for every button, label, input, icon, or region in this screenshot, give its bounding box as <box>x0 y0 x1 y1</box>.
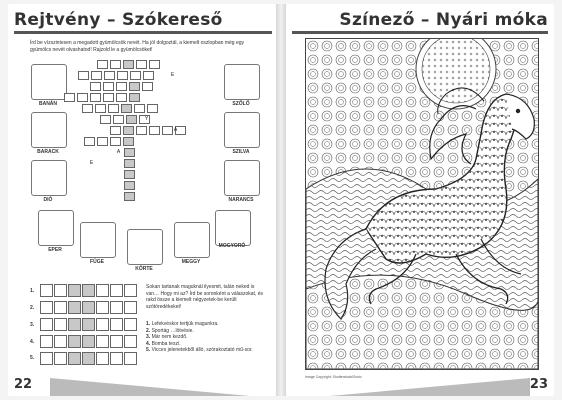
answer-cell[interactable] <box>110 301 123 314</box>
clue-item: 5. Vicces jelenetekből álló, szórakoztató mű-sor. <box>146 347 253 353</box>
row-number: 4. <box>30 339 35 345</box>
drawing-box-narancs[interactable] <box>224 160 260 196</box>
crossword-cell[interactable] <box>126 115 137 124</box>
crossword-cell[interactable] <box>91 71 102 80</box>
hint-letter: Y <box>144 116 149 122</box>
left-title-rule <box>14 31 272 34</box>
drawing-box-banan[interactable] <box>31 64 67 100</box>
crossword-cell[interactable] <box>82 104 93 113</box>
drawing-box-mogyoro[interactable] <box>215 210 251 246</box>
hint-letter: E <box>89 160 94 166</box>
answer-cell[interactable] <box>54 335 67 348</box>
crossword-cell[interactable] <box>97 137 108 146</box>
puzzle-instructions: Írd be vízszintesen a megadott gyümölcsök nevét. Ha jól dolgoztál, a kiemelt oszlopban még egy gyümölcs nevét olvashatod! Rajzold le a gyümölcsöket! <box>30 40 245 53</box>
crossword-cell[interactable] <box>78 71 89 80</box>
fruit-label-korte: KÖRTE <box>135 266 153 272</box>
page-gutter <box>276 4 286 396</box>
crossword-cell[interactable] <box>113 115 124 124</box>
crossword-cell[interactable] <box>108 104 119 113</box>
answer-cell[interactable] <box>124 335 137 348</box>
crossword-cell[interactable] <box>121 104 132 113</box>
drawing-box-dio[interactable] <box>31 160 67 196</box>
answer-cell[interactable] <box>110 335 123 348</box>
coloring-picture-horse[interactable] <box>305 38 539 370</box>
horse-mandala-illustration <box>306 39 538 369</box>
answer-cell[interactable] <box>96 301 109 314</box>
clue-item: 2. Sportág …lötvésie. <box>146 327 194 334</box>
answer-cell[interactable] <box>96 352 109 365</box>
row-number: 5. <box>30 355 35 361</box>
crossword-cell[interactable] <box>110 137 121 146</box>
fruit-label-szolo: SZŐLŐ <box>232 101 250 107</box>
answer-cell[interactable] <box>124 318 137 331</box>
answer-cell[interactable] <box>54 301 67 314</box>
crossword-cell[interactable] <box>117 71 128 80</box>
crossword-cell[interactable] <box>143 71 154 80</box>
row-number: 1. <box>30 288 35 294</box>
answer-cell[interactable] <box>68 335 81 348</box>
crossword-cell[interactable] <box>129 93 140 102</box>
crossword-cell[interactable] <box>84 137 95 146</box>
answer-cell[interactable] <box>96 335 109 348</box>
answer-cell[interactable] <box>54 284 67 297</box>
fruit-label-barack: BARACK <box>37 149 59 155</box>
hint-letter: A <box>116 149 121 155</box>
answer-cell[interactable] <box>96 318 109 331</box>
fruit-label-banan: BANÁN <box>38 101 58 107</box>
crossword-cell[interactable] <box>149 126 160 135</box>
clue-list <box>146 321 264 354</box>
answer-cell[interactable] <box>96 284 109 297</box>
page-number-left: 22 <box>14 377 33 392</box>
crossword-cell[interactable] <box>97 60 108 69</box>
clue-item: 1. Lefekvéskor tertjük magunkra. <box>146 321 219 327</box>
answer-cell[interactable] <box>82 318 95 331</box>
crossword-cell[interactable] <box>134 104 145 113</box>
answer-cell[interactable] <box>68 301 81 314</box>
row-number: 3. <box>30 322 35 328</box>
crossword-cell[interactable] <box>95 104 106 113</box>
crossword-cell[interactable] <box>124 181 135 190</box>
crossword-cell[interactable] <box>64 93 75 102</box>
answer-cell[interactable] <box>40 318 53 331</box>
clue-item: 3. Már nem kezdő. <box>146 334 188 340</box>
crossword-cell[interactable] <box>129 82 140 91</box>
answer-cell[interactable] <box>110 284 123 297</box>
drawing-box-korte[interactable] <box>127 229 163 265</box>
clue-item: 4. Bomba teszi. <box>146 340 181 347</box>
crossword-cell[interactable] <box>77 93 88 102</box>
drawing-box-szolo[interactable] <box>224 64 260 100</box>
drawing-box-meggy[interactable] <box>174 222 210 258</box>
answer-cell[interactable] <box>82 335 95 348</box>
page-number-right: 23 <box>529 377 548 392</box>
crossword-cell[interactable] <box>136 126 147 135</box>
answer-cell[interactable] <box>82 301 95 314</box>
crossword-cell[interactable] <box>124 148 135 157</box>
crossword-cell[interactable] <box>90 82 101 91</box>
row-number: 2. <box>30 305 35 311</box>
page-corner-decoration <box>330 378 530 396</box>
crossword-cell[interactable] <box>147 104 158 113</box>
crossword-cell[interactable] <box>116 93 127 102</box>
drawing-box-fuge[interactable] <box>80 222 116 258</box>
crossword-cell[interactable] <box>124 159 135 168</box>
crossword-cell[interactable] <box>103 93 114 102</box>
crossword-cell[interactable] <box>123 60 134 69</box>
drawing-box-eper[interactable] <box>38 210 74 246</box>
crossword-cell[interactable] <box>110 60 121 69</box>
crossword-cell[interactable] <box>116 82 127 91</box>
answer-cell[interactable] <box>68 352 81 365</box>
crossword-cell[interactable] <box>90 93 101 102</box>
right-page-title: Színező – Nyári móka <box>339 10 548 30</box>
crossword-cell[interactable] <box>142 82 153 91</box>
answer-cell[interactable] <box>124 352 137 365</box>
fruit-label-meggy: MEGGY <box>181 259 201 265</box>
fruit-label-szilva: SZILVA <box>232 149 250 155</box>
drawing-box-szilva[interactable] <box>224 112 260 148</box>
fruit-label-eper: EPER <box>48 247 62 253</box>
fruit-label-mogyoro: MOGYORÓ <box>218 243 246 249</box>
answer-cell[interactable] <box>68 284 81 297</box>
fruit-label-fuge: FÜGE <box>90 259 104 265</box>
answer-cell[interactable] <box>110 318 123 331</box>
crossword-cell[interactable] <box>103 82 114 91</box>
answer-cell[interactable] <box>40 352 53 365</box>
answer-cell[interactable] <box>68 318 81 331</box>
answer-cell[interactable] <box>40 301 53 314</box>
answer-cell[interactable] <box>124 301 137 314</box>
drawing-box-barack[interactable] <box>31 112 67 148</box>
answer-cell[interactable] <box>82 352 95 365</box>
crossword-cell[interactable] <box>110 126 121 135</box>
crossword-cell[interactable] <box>123 126 134 135</box>
answer-cell[interactable] <box>124 284 137 297</box>
answer-cell[interactable] <box>110 352 123 365</box>
answer-cell[interactable] <box>40 335 53 348</box>
crossword-cell[interactable] <box>124 192 135 201</box>
page-corner-decoration <box>50 378 250 396</box>
crossword-cell[interactable] <box>149 60 160 69</box>
image-credit: Image Copyright: Shutterstock/Sonic <box>305 375 362 379</box>
crossword-cell[interactable] <box>136 60 147 69</box>
hint-letter: E <box>170 72 175 78</box>
left-page-title: Rejtvény – Szókereső <box>14 10 223 30</box>
right-title-rule <box>292 31 548 34</box>
hint-letter: A <box>173 127 178 133</box>
crossword-cell[interactable] <box>104 71 115 80</box>
answer-cell[interactable] <box>82 284 95 297</box>
crossword-cell[interactable] <box>123 137 134 146</box>
crossword-cell[interactable] <box>100 115 111 124</box>
answer-cell[interactable] <box>54 318 67 331</box>
riddle-text: Sokan tartanak maguknál ilyesmit, talán neked is van… Hogy mi az? Írd be soronként a válaszokat, és rakd össze a kiemelt négyzetek-be került szótöredékeket! <box>146 284 264 310</box>
crossword-cell[interactable] <box>130 71 141 80</box>
answer-cell[interactable] <box>54 352 67 365</box>
crossword-cell[interactable] <box>124 170 135 179</box>
fruit-label-narancs: NARANCS <box>228 197 254 203</box>
fruit-label-dio: DIÓ <box>43 197 53 203</box>
answer-cell[interactable] <box>40 284 53 297</box>
